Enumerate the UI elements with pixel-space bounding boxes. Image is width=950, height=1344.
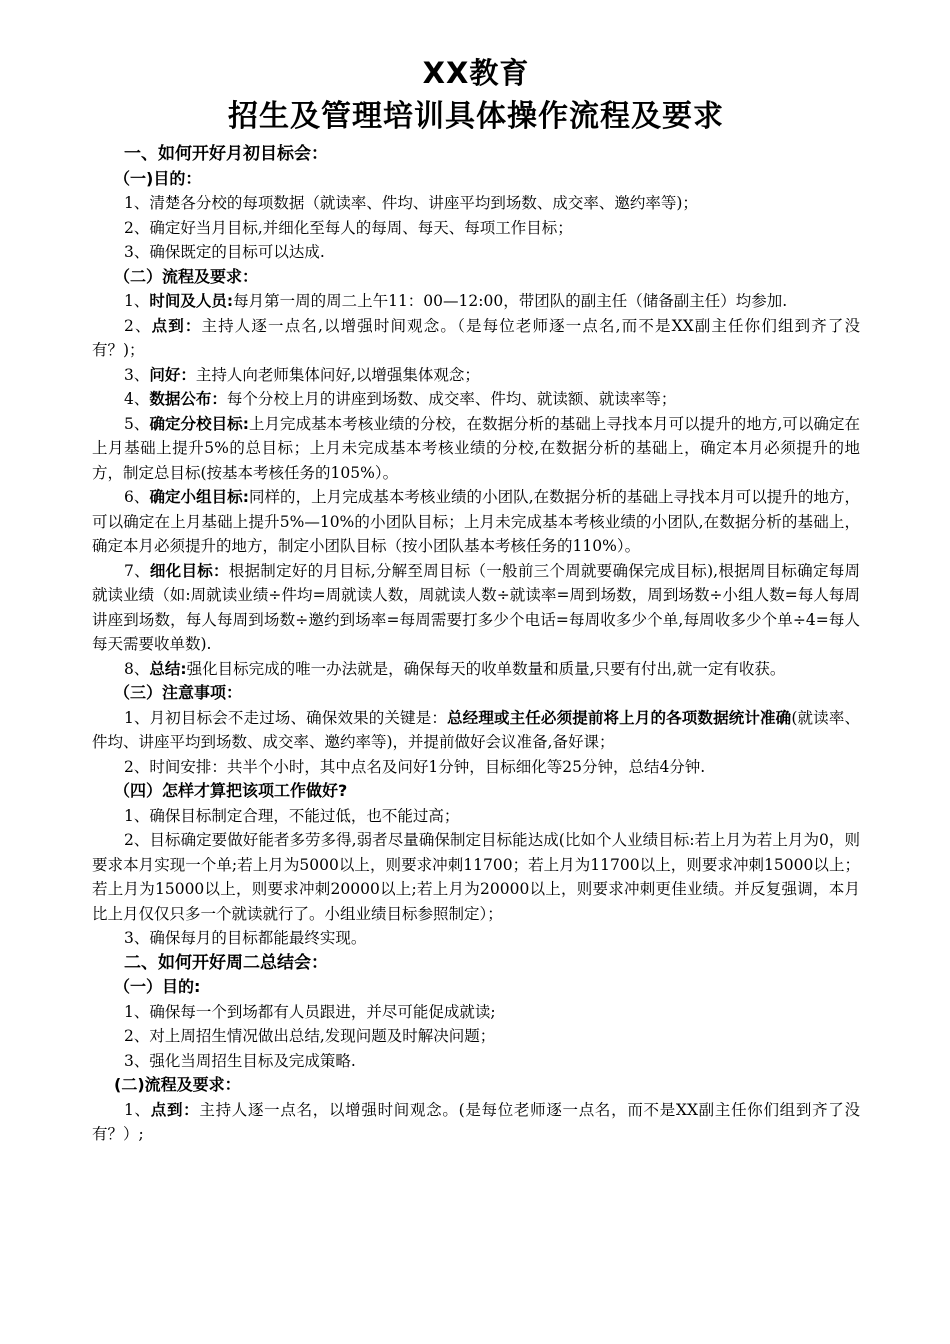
process-item-data: 4、数据公布：每个分校上月的讲座到场数、成交率、件均、就读额、就读率等； (124, 390, 677, 408)
section2-purpose-heading: （一）目的: (114, 977, 201, 996)
process-item-refine-goal: 7、细化目标：根据制定好的月目标,分解至周目标（一般前三个周就要确保完成目标),根据周目标确定每周就读业绩（如:周就读业绩÷件均=周就读人数，周就读人数÷就读率=周到场数，周到场数÷小组人数=每人每周讲座到场数，每人每周到场数÷邀约到场率=每周需要打多少个电话=每周收多少个单,每周收多少个单÷4=每人每天需要收单数). (92, 561, 860, 653)
section1-purpose-item: 2、确定好当月目标,并细化至每人的每周、每天、每项工作目标； (124, 218, 573, 237)
section1-notes-heading: （三）注意事项： (114, 683, 243, 702)
notes-item: 2、时间安排：共半个小时，其中点名及问好1分钟，目标细化等25分钟，总结4分钟. (124, 757, 706, 776)
process-item-rollcall: 2、点到：主持人逐一点名,以增强时间观念。（是每位老师逐一点名,而不是XX副主任你们组到齐了没有？)； (92, 316, 860, 359)
document-title: XX教育 (422, 56, 530, 90)
process-item-summary: 8、总结:强化目标完成的唯一办法就是，确保每天的收单数量和质量,只要有付出,就一定有收获。 (124, 659, 786, 678)
section2-purpose-item: 2、对上周招生情况做出总结,发现问题及时解决问题； (124, 1027, 496, 1045)
howto-item: 2、目标确定要做好能者多劳多得,弱者尽量确保制定目标能达成(比如个人业绩目标:若上月为若上月为0，则要求本月实现一个单;若上月为5000以上，则要求冲刺11700；若上月为11700以上，则要求冲刺15000以上；若上月为15000以上，则要求冲刺20000以上;若上月为20000以上，则要求冲刺更佳业绩。并反复强调，本月比上月仅仅只多一个就读就行了。小组业绩目标参照制定）； (92, 831, 860, 923)
section1-purpose-heading: （一)目的： (114, 168, 202, 188)
notes-item: 1、月初目标会不走过场、确保效果的关键是：总经理或主任必须提前将上月的各项数据统计准确(就读率、件均、讲座平均到场数、成交率、邀约率等)，并提前做好会议准备,备好课； (92, 708, 860, 751)
section1-howto-heading: （四）怎样才算把该项工作做好? (114, 781, 348, 800)
process-item-time: 1、时间及人员:每月第一周的周二上午11：00—12:00，带团队的副主任（储备副主任）均参加. (124, 292, 788, 310)
process-item-team-goal: 6、确定小组目标:同样的，上月完成基本考核业绩的小团队,在数据分析的基础上寻找本月可以提升的地方，可以确定在上月基础上提升5%—10%的小团队目标；上月未完成基本考核业绩的小团队,在数据分析的基础上，确定本月必须提升的地方，制定小团队目标（按小团队基本考核任务的110%）。 (92, 488, 860, 555)
section2-purpose-item: 1、确保每一个到场都有人员跟进，并尽可能促成就读; (124, 1002, 496, 1021)
section1-purpose-item: 3、确保既定的目标可以达成. (124, 243, 325, 261)
section1-heading: 一、如何开好月初目标会： (124, 144, 328, 164)
section2-purpose-item: 3、强化当周招生目标及完成策略. (124, 1051, 356, 1070)
howto-item: 1、确保目标制定合理，不能过低，也不能过高； (124, 806, 460, 825)
section2-process-heading: (二)流程及要求： (114, 1075, 241, 1094)
process-item-greeting: 3、问好：主持人向老师集体问好,以增强集体观念； (124, 365, 480, 384)
section1-process-heading: （二）流程及要求： (114, 266, 259, 286)
section2-process-item: 1、点到：主持人逐一点名，以增强时间观念。(是每位老师逐一点名，而不是XX副主任你们组到齐了没有？）; (92, 1100, 860, 1143)
document-subtitle: 招生及管理培训具体操作流程及要求 (228, 99, 724, 134)
section2-heading: 二、如何开好周二总结会： (124, 952, 328, 973)
section1-purpose-item: 1、清楚各分校的每项数据（就读率、件均、讲座平均到场数、成交率、邀约率等)； (124, 194, 698, 212)
howto-item: 3、确保每月的目标都能最终实现。 (124, 929, 367, 947)
process-item-branch-goal: 5、确定分校目标:上月完成基本考核业绩的分校，在数据分析的基础上寻找本月可以提升的地方,可以确定在上月基础上提升5%的总目标；上月未完成基本考核业绩的分校,在数据分析的基础上，确定本月必须提升的地方，制定总目标(按基本考核任务的105%）。 (92, 414, 860, 482)
